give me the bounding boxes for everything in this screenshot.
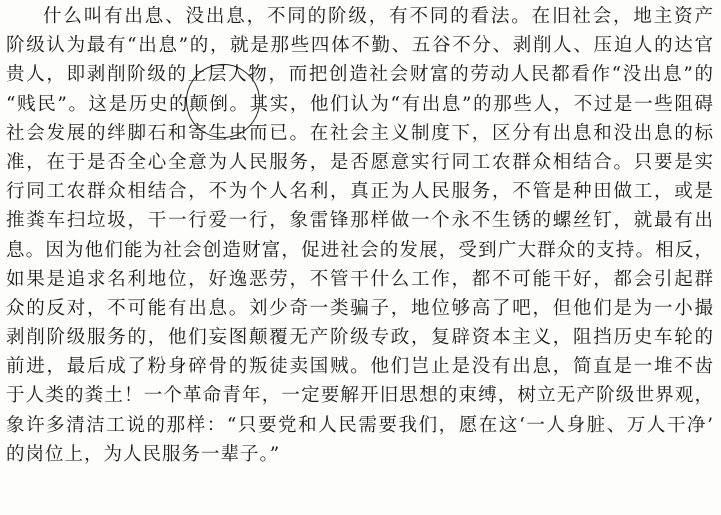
text-line-15: 象许多清洁工说的那样：“只要党和人民需要我们，愿在这‘一人身脏、万人干净’ [6,414,714,436]
text-line-1: 什么叫有出息、没出息，不同的阶级，有不同的看法。在旧社会，地主资产 [43,6,714,27]
text-line-13: 前进，最后成了粉身碎骨的叛徒卖国贼。他们岂止是没有出息，简直是一堆不齿 [6,356,714,378]
text-line-3: 贵人，即剥削阶级的上层人物，而把创造社会财富的劳动人民都看作“没出息”的 [6,64,714,86]
text-line-12: 剥削阶级服务的，他们妄图颠覆无产阶级专政，复辟资本主义，阻挡历史车轮的 [6,327,714,349]
text-line-2: 阶级认为最有“出息”的，就是那些四体不勤、五谷不分、剥削人、压迫人的达官 [6,35,714,57]
text-line-11: 众的反对，不可能有出息。刘少奇一类骗子，地位够高了吧，但他们是为一小撮 [6,297,714,319]
text-line-4: “贱民”。这是历史的颠倒。其实，他们认为“有出息”的那些人，不过是一些阻碍 [6,93,714,115]
text-line-5: 社会发展的绊脚石和寄生虫而已。在社会主义制度下，区分有出息和没出息的标 [6,122,714,144]
text-line-6: 准，在于是否全心全意为人民服务，是否愿意实行同工农群众相结合。只要是实 [6,151,714,173]
text-line-16: 的岗位上，为人民服务一辈子。” [6,443,281,465]
text-line-14: 于人类的粪土！一个革命青年，一定要解开旧思想的束缚，树立无产阶级世界观， [6,385,714,407]
text-line-9: 息。因为他们能为社会创造财富，促进社会的发展，受到广大群众的支持。相反， [6,239,714,261]
text-line-8: 推粪车扫垃圾，干一行爱一行，象雷锋那样做一个永不生锈的螺丝钉，就最有出 [6,210,714,232]
text-line-10: 如果是追求名利地位，好逸恶劳，不管干什么工作，都不可能干好，都会引起群 [6,268,714,290]
paragraph [6,2,714,469]
text-line-7: 行同工农群众相结合，不为个人名利，真正为人民服务，不管是种田做工，或是 [6,181,714,203]
